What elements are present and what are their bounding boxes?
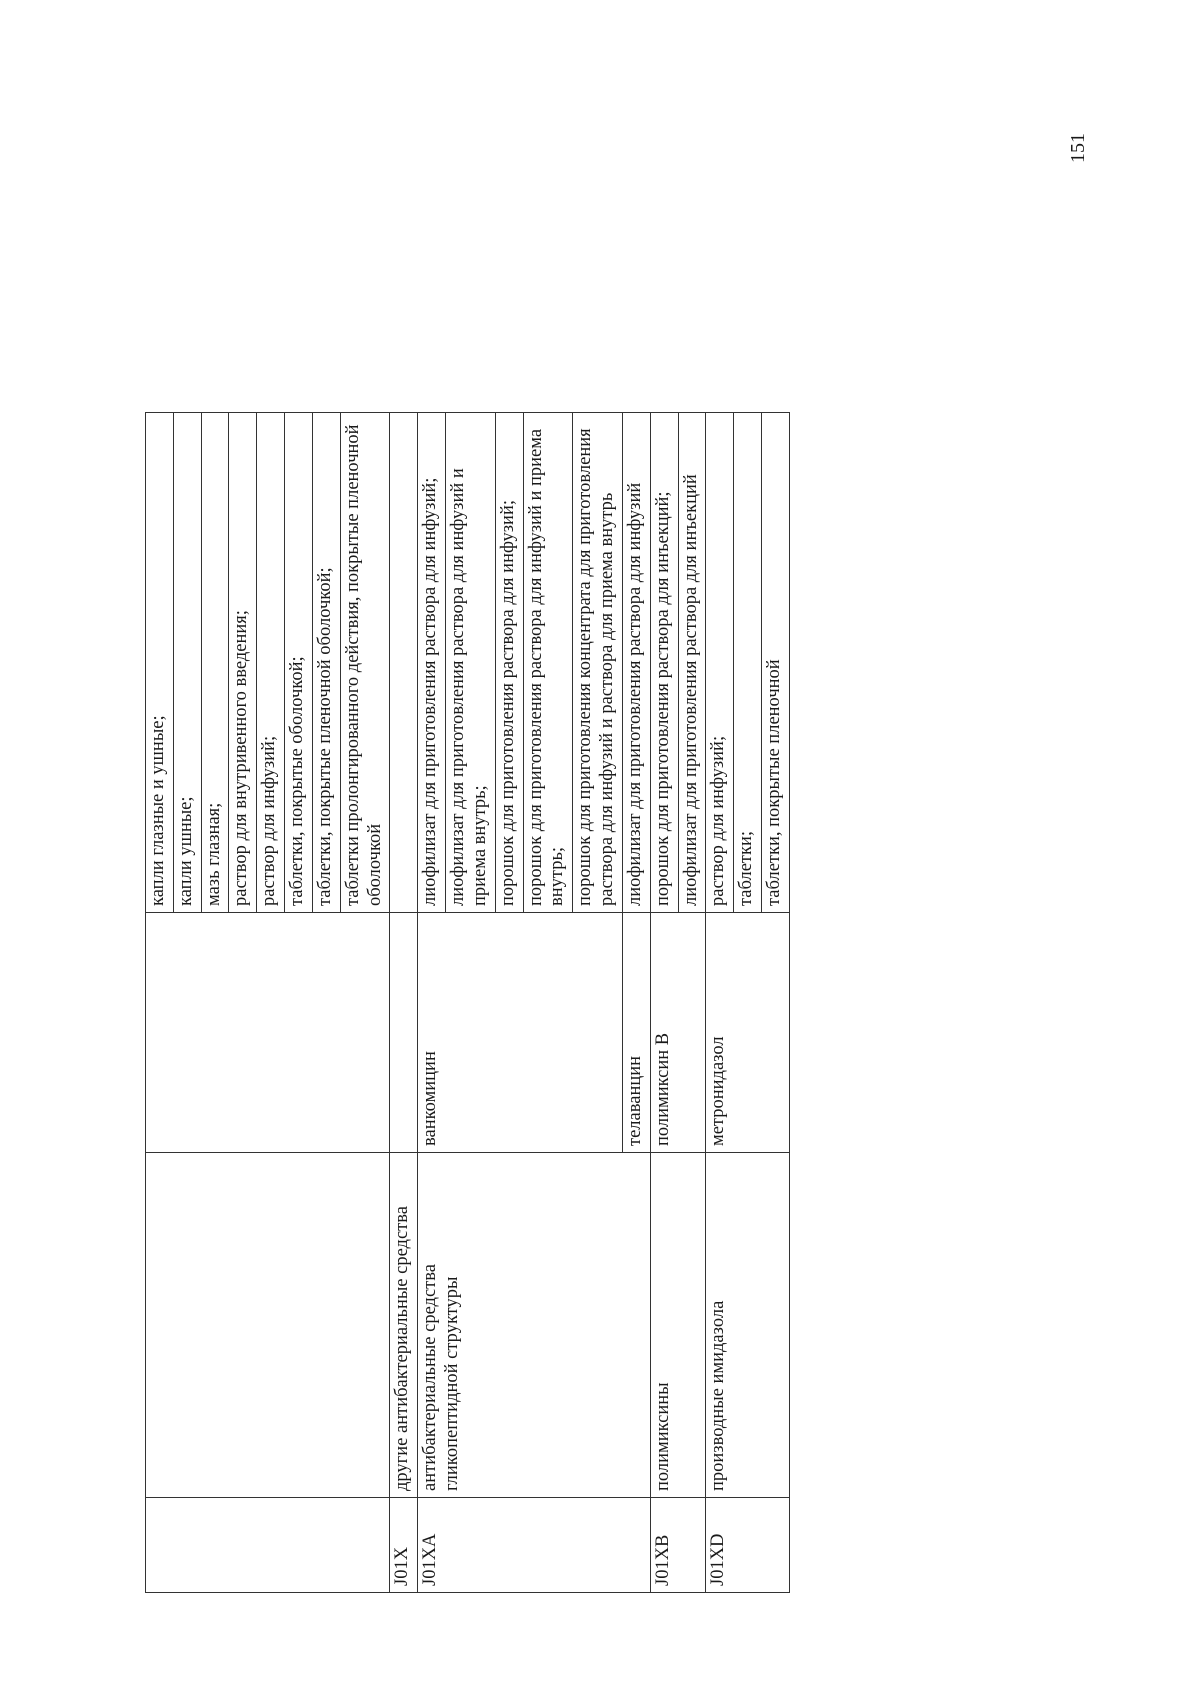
form-cell: порошок для приготовления раствора для инъекций; [650,413,678,913]
group-cell: антибактериальные средства гликопептидной структуры [418,1153,650,1498]
code-cell: J01X [390,1498,418,1593]
drug-cell [146,913,390,1153]
drug-cell: телаванцин [622,913,650,1153]
form-cell: капли ушные; [173,413,201,913]
form-cell: таблетки, покрытые пленочной оболочкой; [312,413,340,913]
drug-cell: метронидазол [706,913,789,1153]
page-number: 151 [1067,133,1089,163]
code-cell: J01XA [418,1498,650,1593]
form-cell [390,413,418,913]
form-cell: порошок для приготовления раствора для инфузий; [495,413,523,913]
form-cell: раствор для инфузий; [706,413,734,913]
code-cell [146,1498,390,1593]
drug-cell: ванкомицин [418,913,623,1153]
rotated-table-container [145,413,1055,1593]
form-cell: порошок для приготовления раствора для инфузий и приема внутрь; [523,413,573,913]
group-cell: полимиксины [650,1153,706,1498]
table-row [418,413,446,1593]
form-cell: таблетки, покрытые оболочкой; [285,413,313,913]
form-cell: таблетки, покрытые пленочной [762,413,790,913]
group-cell [146,1153,390,1498]
form-cell: мазь глазная; [201,413,229,913]
drug-classification-table [145,412,790,1593]
group-cell: другие антибактериальные средства [390,1153,418,1498]
group-cell: производные имидазола [706,1153,789,1498]
form-cell: таблетки пролонгированного действия, покрытые пленочной оболочкой [340,413,390,913]
table-row [146,413,174,1593]
code-cell: J01XD [706,1498,789,1593]
form-cell: лиофилизат для приготовления раствора для инъекций [678,413,706,913]
form-cell: лиофилизат для приготовления раствора для инфузий [622,413,650,913]
drug-cell: полимиксин B [650,913,706,1153]
form-cell: лиофилизат для приготовления раствора для инфузий и приема внутрь; [446,413,496,913]
form-cell: раствор для внутривенного введения; [229,413,257,913]
form-cell: капли глазные и ушные; [146,413,174,913]
table-row [390,413,418,1593]
form-cell: раствор для инфузий; [257,413,285,913]
table-row [706,413,734,1593]
form-cell: порошок для приготовления концентрата для приготовления раствора для инфузий и раствора для приема внутрь [573,413,623,913]
table-row [650,413,678,1593]
form-cell: лиофилизат для приготовления раствора для инфузий; [418,413,446,913]
code-cell: J01XB [650,1498,706,1593]
form-cell: таблетки; [734,413,762,913]
drug-cell [390,913,418,1153]
